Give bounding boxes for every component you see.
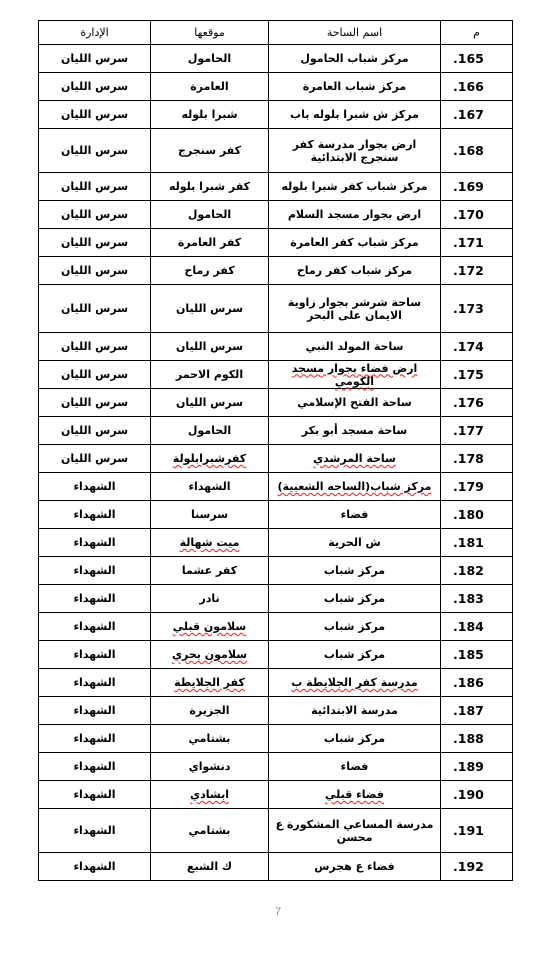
square-admin <box>39 173 151 201</box>
table-row <box>39 445 513 473</box>
row-number <box>441 417 513 445</box>
square-name <box>269 229 441 257</box>
square-location-text: نادر <box>199 592 220 605</box>
table-row <box>39 45 513 73</box>
square-name <box>269 129 441 173</box>
row-number <box>441 173 513 201</box>
square-location-text: الحامول <box>187 208 232 221</box>
square-name <box>269 781 441 809</box>
square-admin-text: الشهداء <box>73 732 116 745</box>
row-number-text: .192 <box>453 859 484 874</box>
square-name-text: مركز شباب كفر العامرة <box>290 236 419 249</box>
square-name <box>269 361 441 389</box>
square-location-text: الحامول <box>187 52 232 65</box>
square-location-text: العامرة <box>190 80 229 93</box>
table-row <box>39 417 513 445</box>
square-admin-text: سرس الليان <box>60 144 129 157</box>
table-row <box>39 501 513 529</box>
square-name-text: ساحة المرشدي <box>313 452 396 465</box>
row-number-text: .189 <box>453 759 484 774</box>
square-admin-text: الشهداء <box>73 620 116 633</box>
row-number-text: .172 <box>453 263 484 278</box>
header-num: م <box>441 21 513 45</box>
row-number <box>441 45 513 73</box>
square-name <box>269 285 441 333</box>
table-row <box>39 697 513 725</box>
row-number-text: .182 <box>453 563 484 578</box>
square-location <box>151 45 269 73</box>
square-admin-text: الشهداء <box>73 676 116 689</box>
square-location-text: الكوم الاحمر <box>175 368 244 381</box>
square-location-text: سرسنا <box>190 508 229 521</box>
square-location <box>151 129 269 173</box>
square-admin <box>39 45 151 73</box>
square-admin-text: الشهداء <box>73 592 116 605</box>
square-admin <box>39 501 151 529</box>
row-number <box>441 101 513 129</box>
row-number-text: .167 <box>453 107 484 122</box>
table-row <box>39 781 513 809</box>
square-location <box>151 585 269 613</box>
square-admin <box>39 529 151 557</box>
square-admin <box>39 201 151 229</box>
square-location-text: دنشواي <box>188 760 231 773</box>
square-admin-text: الشهداء <box>73 536 116 549</box>
row-number <box>441 585 513 613</box>
square-admin <box>39 101 151 129</box>
row-number-text: .165 <box>453 51 484 66</box>
row-number <box>441 389 513 417</box>
square-admin-text: سرس الليان <box>60 236 129 249</box>
square-admin <box>39 853 151 881</box>
square-location <box>151 641 269 669</box>
square-name-text: ارض بجوار مسجد السلام <box>287 208 422 221</box>
square-name-text: مركز شباب العامرة <box>302 80 407 93</box>
table-row <box>39 333 513 361</box>
square-admin <box>39 129 151 173</box>
square-name-text: مركز شباب <box>323 564 386 577</box>
square-name-text: مركز شباب كفر رماح <box>296 264 413 277</box>
square-admin <box>39 753 151 781</box>
square-admin-text: الشهداء <box>73 648 116 661</box>
row-number <box>441 257 513 285</box>
table-row <box>39 641 513 669</box>
square-name-text: مدرسة كفر الجلايطة ب <box>291 676 418 689</box>
square-location-text: الشهداء <box>188 480 231 493</box>
square-name-text: مركز شباب <box>323 648 386 661</box>
square-location <box>151 529 269 557</box>
square-name-text: مركز شباب <box>323 732 386 745</box>
square-name <box>269 173 441 201</box>
square-admin-text: الشهداء <box>73 760 116 773</box>
square-location <box>151 669 269 697</box>
row-number-text: .188 <box>453 731 484 746</box>
table-row <box>39 101 513 129</box>
table-row <box>39 389 513 417</box>
square-name-text: ش الحرية <box>328 536 381 549</box>
square-location <box>151 417 269 445</box>
table-header-row <box>39 21 513 45</box>
square-admin-text: الشهداء <box>73 704 116 717</box>
header-name: اسم الساحة <box>269 21 441 45</box>
row-number-text: .169 <box>453 179 484 194</box>
square-location <box>151 73 269 101</box>
square-admin-text: الشهداء <box>73 508 116 521</box>
square-location <box>151 853 269 881</box>
row-number <box>441 529 513 557</box>
document-sheet <box>38 20 512 881</box>
table-row <box>39 285 513 333</box>
square-location-text: كفر سنجرج <box>178 144 241 157</box>
square-admin <box>39 285 151 333</box>
row-number-text: .170 <box>453 207 484 222</box>
square-admin <box>39 389 151 417</box>
square-name-text: ساحة الفتح الإسلامي <box>297 396 412 409</box>
square-admin-text: سرس الليان <box>60 396 129 409</box>
row-number <box>441 201 513 229</box>
square-name <box>269 557 441 585</box>
square-admin <box>39 445 151 473</box>
square-name <box>269 101 441 129</box>
square-name <box>269 445 441 473</box>
square-location <box>151 781 269 809</box>
square-admin <box>39 669 151 697</box>
square-location-text: ابشادي <box>190 788 229 801</box>
row-number <box>441 725 513 753</box>
table-row <box>39 809 513 853</box>
square-name <box>269 585 441 613</box>
square-name-text: مركز شباب <box>323 620 386 633</box>
table-row <box>39 201 513 229</box>
square-location-text: كفر شبرا بلوله <box>168 180 251 193</box>
square-location <box>151 501 269 529</box>
square-admin-text: سرس الليان <box>60 264 129 277</box>
square-admin-text: الشهداء <box>73 788 116 801</box>
square-name-text: مركز شباب كفر شبرا بلوله <box>281 180 428 193</box>
table-row <box>39 473 513 501</box>
square-name-text: مركز شباب(الساحه الشعبية) <box>277 480 432 493</box>
row-number <box>441 669 513 697</box>
table-row <box>39 753 513 781</box>
square-admin <box>39 697 151 725</box>
square-location <box>151 333 269 361</box>
row-number <box>441 333 513 361</box>
square-location-text: ميت شهالة <box>179 536 240 549</box>
row-number <box>441 501 513 529</box>
row-number <box>441 361 513 389</box>
square-name-text: ساحة مسجد أبو بكر <box>301 424 408 437</box>
row-number-text: .184 <box>453 619 484 634</box>
table-row <box>39 361 513 389</box>
square-name <box>269 73 441 101</box>
square-name-text: ساحة المولد النبي <box>305 340 404 353</box>
row-number <box>441 853 513 881</box>
square-location <box>151 473 269 501</box>
table-row <box>39 529 513 557</box>
squares-table <box>38 20 513 881</box>
table-row <box>39 229 513 257</box>
row-number <box>441 809 513 853</box>
row-number <box>441 753 513 781</box>
square-admin <box>39 333 151 361</box>
square-location-text: سرس الليان <box>175 302 244 315</box>
square-location-text: بشتامي <box>188 824 231 837</box>
row-number-text: .186 <box>453 675 484 690</box>
row-number <box>441 697 513 725</box>
header-location: موقعها <box>151 21 269 45</box>
square-location-text: كفرشبرابلولة <box>172 452 247 465</box>
square-name <box>269 257 441 285</box>
square-admin <box>39 781 151 809</box>
table-row <box>39 725 513 753</box>
square-location-text: ك الشبع <box>186 860 232 873</box>
square-name <box>269 389 441 417</box>
square-location <box>151 101 269 129</box>
table-row <box>39 557 513 585</box>
square-location-text: كفر رماح <box>184 264 235 277</box>
row-number-text: .191 <box>453 823 484 838</box>
row-number <box>441 73 513 101</box>
square-location <box>151 753 269 781</box>
table-row <box>39 129 513 173</box>
square-admin-text: سرس الليان <box>60 424 129 437</box>
square-admin <box>39 361 151 389</box>
square-location <box>151 285 269 333</box>
square-location <box>151 697 269 725</box>
table-row <box>39 257 513 285</box>
square-admin-text: الشهداء <box>73 824 116 837</box>
square-admin-text: سرس الليان <box>60 108 129 121</box>
square-name-text: فضاء <box>340 508 369 521</box>
row-number <box>441 557 513 585</box>
square-admin-text: الشهداء <box>73 860 116 873</box>
row-number <box>441 473 513 501</box>
row-number-text: .171 <box>453 235 484 250</box>
square-name <box>269 333 441 361</box>
square-location <box>151 173 269 201</box>
square-name <box>269 853 441 881</box>
square-name-text: ساحة شرشر بجوار زاوية الايمان على البحر <box>287 295 422 322</box>
row-number <box>441 781 513 809</box>
square-name-text: فضاء ع هجرس <box>314 860 395 873</box>
table-row <box>39 853 513 881</box>
row-number <box>441 613 513 641</box>
square-location-text: سلامون قبلي <box>172 620 247 633</box>
square-name-text: مركز ش شبرا بلوله باب <box>290 108 419 121</box>
row-number <box>441 641 513 669</box>
square-admin-text: الشهداء <box>73 480 116 493</box>
square-name <box>269 753 441 781</box>
square-location <box>151 201 269 229</box>
square-admin <box>39 557 151 585</box>
square-location-text: سرس الليان <box>175 396 244 409</box>
square-name <box>269 669 441 697</box>
square-admin-text: سرس الليان <box>60 452 129 465</box>
row-number-text: .190 <box>453 787 484 802</box>
table-row <box>39 173 513 201</box>
table-row <box>39 585 513 613</box>
square-name-text: مدرسة الابتدائية <box>311 704 398 717</box>
square-admin-text: سرس الليان <box>60 208 129 221</box>
square-name-text: مدرسة المساعي المشكورة ع محسن <box>275 817 434 844</box>
row-number-text: .173 <box>453 301 484 316</box>
square-name <box>269 473 441 501</box>
row-number-text: .185 <box>453 647 484 662</box>
row-number-text: .187 <box>453 703 484 718</box>
square-admin <box>39 641 151 669</box>
square-name-text: مركز شباب الحامول <box>300 52 409 65</box>
square-name-text: ارض بجوار مدرسة كفر سنجرج الابتدائية <box>292 137 417 164</box>
square-location <box>151 809 269 853</box>
square-name <box>269 529 441 557</box>
square-admin <box>39 809 151 853</box>
row-number-text: .175 <box>453 367 484 382</box>
square-admin <box>39 257 151 285</box>
square-location-text: شبرا بلوله <box>181 108 238 121</box>
square-admin-text: سرس الليان <box>60 340 129 353</box>
square-name <box>269 809 441 853</box>
square-admin <box>39 417 151 445</box>
square-admin <box>39 73 151 101</box>
square-location <box>151 557 269 585</box>
row-number <box>441 129 513 173</box>
square-admin <box>39 585 151 613</box>
square-admin-text: سرس الليان <box>60 180 129 193</box>
square-location-text: سلامون بحري <box>171 648 248 661</box>
square-location <box>151 361 269 389</box>
page-number: 7 <box>274 906 282 918</box>
square-name <box>269 725 441 753</box>
square-admin-text: سرس الليان <box>60 80 129 93</box>
square-name <box>269 45 441 73</box>
header-admin: الإدارة <box>39 21 151 45</box>
square-name <box>269 501 441 529</box>
square-admin-text: سرس الليان <box>60 52 129 65</box>
square-location <box>151 445 269 473</box>
row-number-text: .174 <box>453 339 484 354</box>
row-number-text: .183 <box>453 591 484 606</box>
table-row <box>39 73 513 101</box>
table-row <box>39 613 513 641</box>
square-location-text: كفر الجلايطة <box>174 676 245 689</box>
row-number <box>441 229 513 257</box>
square-location <box>151 389 269 417</box>
square-location <box>151 725 269 753</box>
square-location <box>151 613 269 641</box>
square-admin-text: سرس الليان <box>60 302 129 315</box>
square-location-text: كفر عشما <box>181 564 238 577</box>
row-number-text: .179 <box>453 479 484 494</box>
square-admin <box>39 229 151 257</box>
row-number-text: .168 <box>453 143 484 158</box>
square-name-text: فضاء <box>340 760 369 773</box>
square-name <box>269 613 441 641</box>
square-location-text: بشتامي <box>188 732 231 745</box>
square-location-text: الحامول <box>187 424 232 437</box>
square-location-text: الجزيرة <box>189 704 230 717</box>
row-number-text: .181 <box>453 535 484 550</box>
table-row <box>39 669 513 697</box>
row-number-text: .176 <box>453 395 484 410</box>
square-name-text: فضاء قبلي <box>325 788 384 801</box>
square-name-text: مركز شباب <box>323 592 386 605</box>
square-admin <box>39 473 151 501</box>
row-number <box>441 285 513 333</box>
square-admin-text: الشهداء <box>73 564 116 577</box>
row-number-text: .178 <box>453 451 484 466</box>
square-name <box>269 417 441 445</box>
square-location-text: كفر العامرة <box>177 236 242 249</box>
square-admin <box>39 613 151 641</box>
square-admin-text: سرس الليان <box>60 368 129 381</box>
row-number <box>441 445 513 473</box>
square-name-text: ارض فضاء بجوار مسجد الكومي <box>291 361 418 388</box>
square-name <box>269 201 441 229</box>
row-number-text: .166 <box>453 79 484 94</box>
row-number-text: .177 <box>453 423 484 438</box>
square-location-text: سرس الليان <box>175 340 244 353</box>
square-name <box>269 697 441 725</box>
square-admin <box>39 725 151 753</box>
square-name <box>269 641 441 669</box>
square-location <box>151 229 269 257</box>
row-number-text: .180 <box>453 507 484 522</box>
square-location <box>151 257 269 285</box>
